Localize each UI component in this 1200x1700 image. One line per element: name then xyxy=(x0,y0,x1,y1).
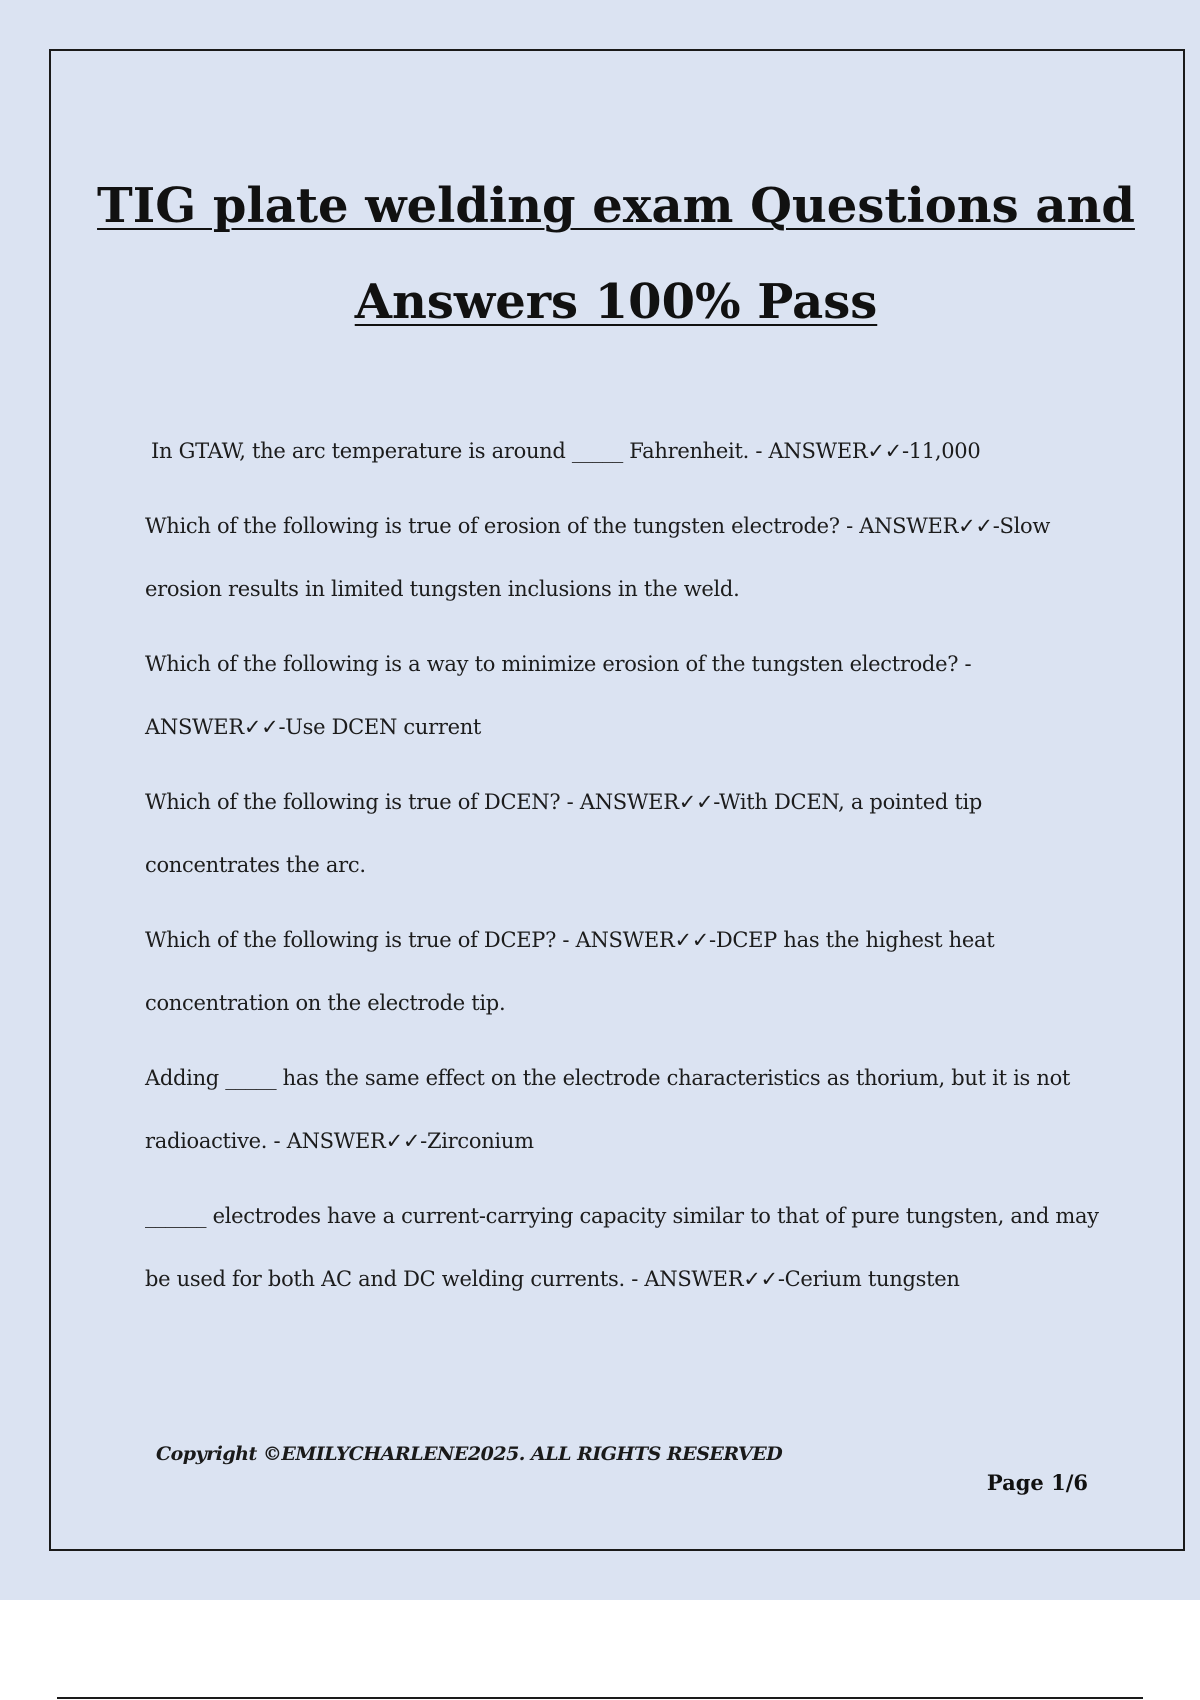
next-page-border-edge xyxy=(57,1697,1143,1699)
qa-item-1: In GTAW, the arc temperature is around _____ Fahrenheit. - ANSWER✓✓-11,000 xyxy=(151,439,981,463)
qa-item-6: Adding _____ has the same effect on the electrode characteristics as thorium, but it is not radioactive. - ANSWER✓✓-Zirconium xyxy=(145,1066,1071,1153)
qa-list xyxy=(145,420,1105,1323)
qa-item-7: ______ electrodes have a current-carrying capacity similar to that of pure tungsten, and may be used for both AC and DC welding currents. - ANSWER✓✓-Cerium tungsten xyxy=(145,1204,1099,1291)
title-line-1: TIG plate welding exam Questions and xyxy=(97,178,1135,234)
title-line-2: Answers 100% Pass xyxy=(354,274,878,330)
copyright-notice: Copyright ©EMILYCHARLENE2025. ALL RIGHTS RESERVED xyxy=(156,1443,783,1465)
qa-item-2: Which of the following is true of erosion of the tungsten electrode? - ANSWER✓✓-Slow erosion results in limited tungsten inclusions in the weld. xyxy=(145,514,1051,601)
qa-item-4: Which of the following is true of DCEN? - ANSWER✓✓-With DCEN, a pointed tip concentrates the arc. xyxy=(145,790,983,877)
page-number: Page 1/6 xyxy=(986,1470,1088,1495)
qa-item-5: Which of the following is true of DCEP? - ANSWER✓✓-DCEP has the highest heat concentration on the electrode tip. xyxy=(145,928,995,1015)
qa-item-3: Which of the following is a way to minimize erosion of the tungsten electrode? - ANSWER✓✓-Use DCEN current xyxy=(145,652,972,739)
document-title xyxy=(96,158,1136,350)
